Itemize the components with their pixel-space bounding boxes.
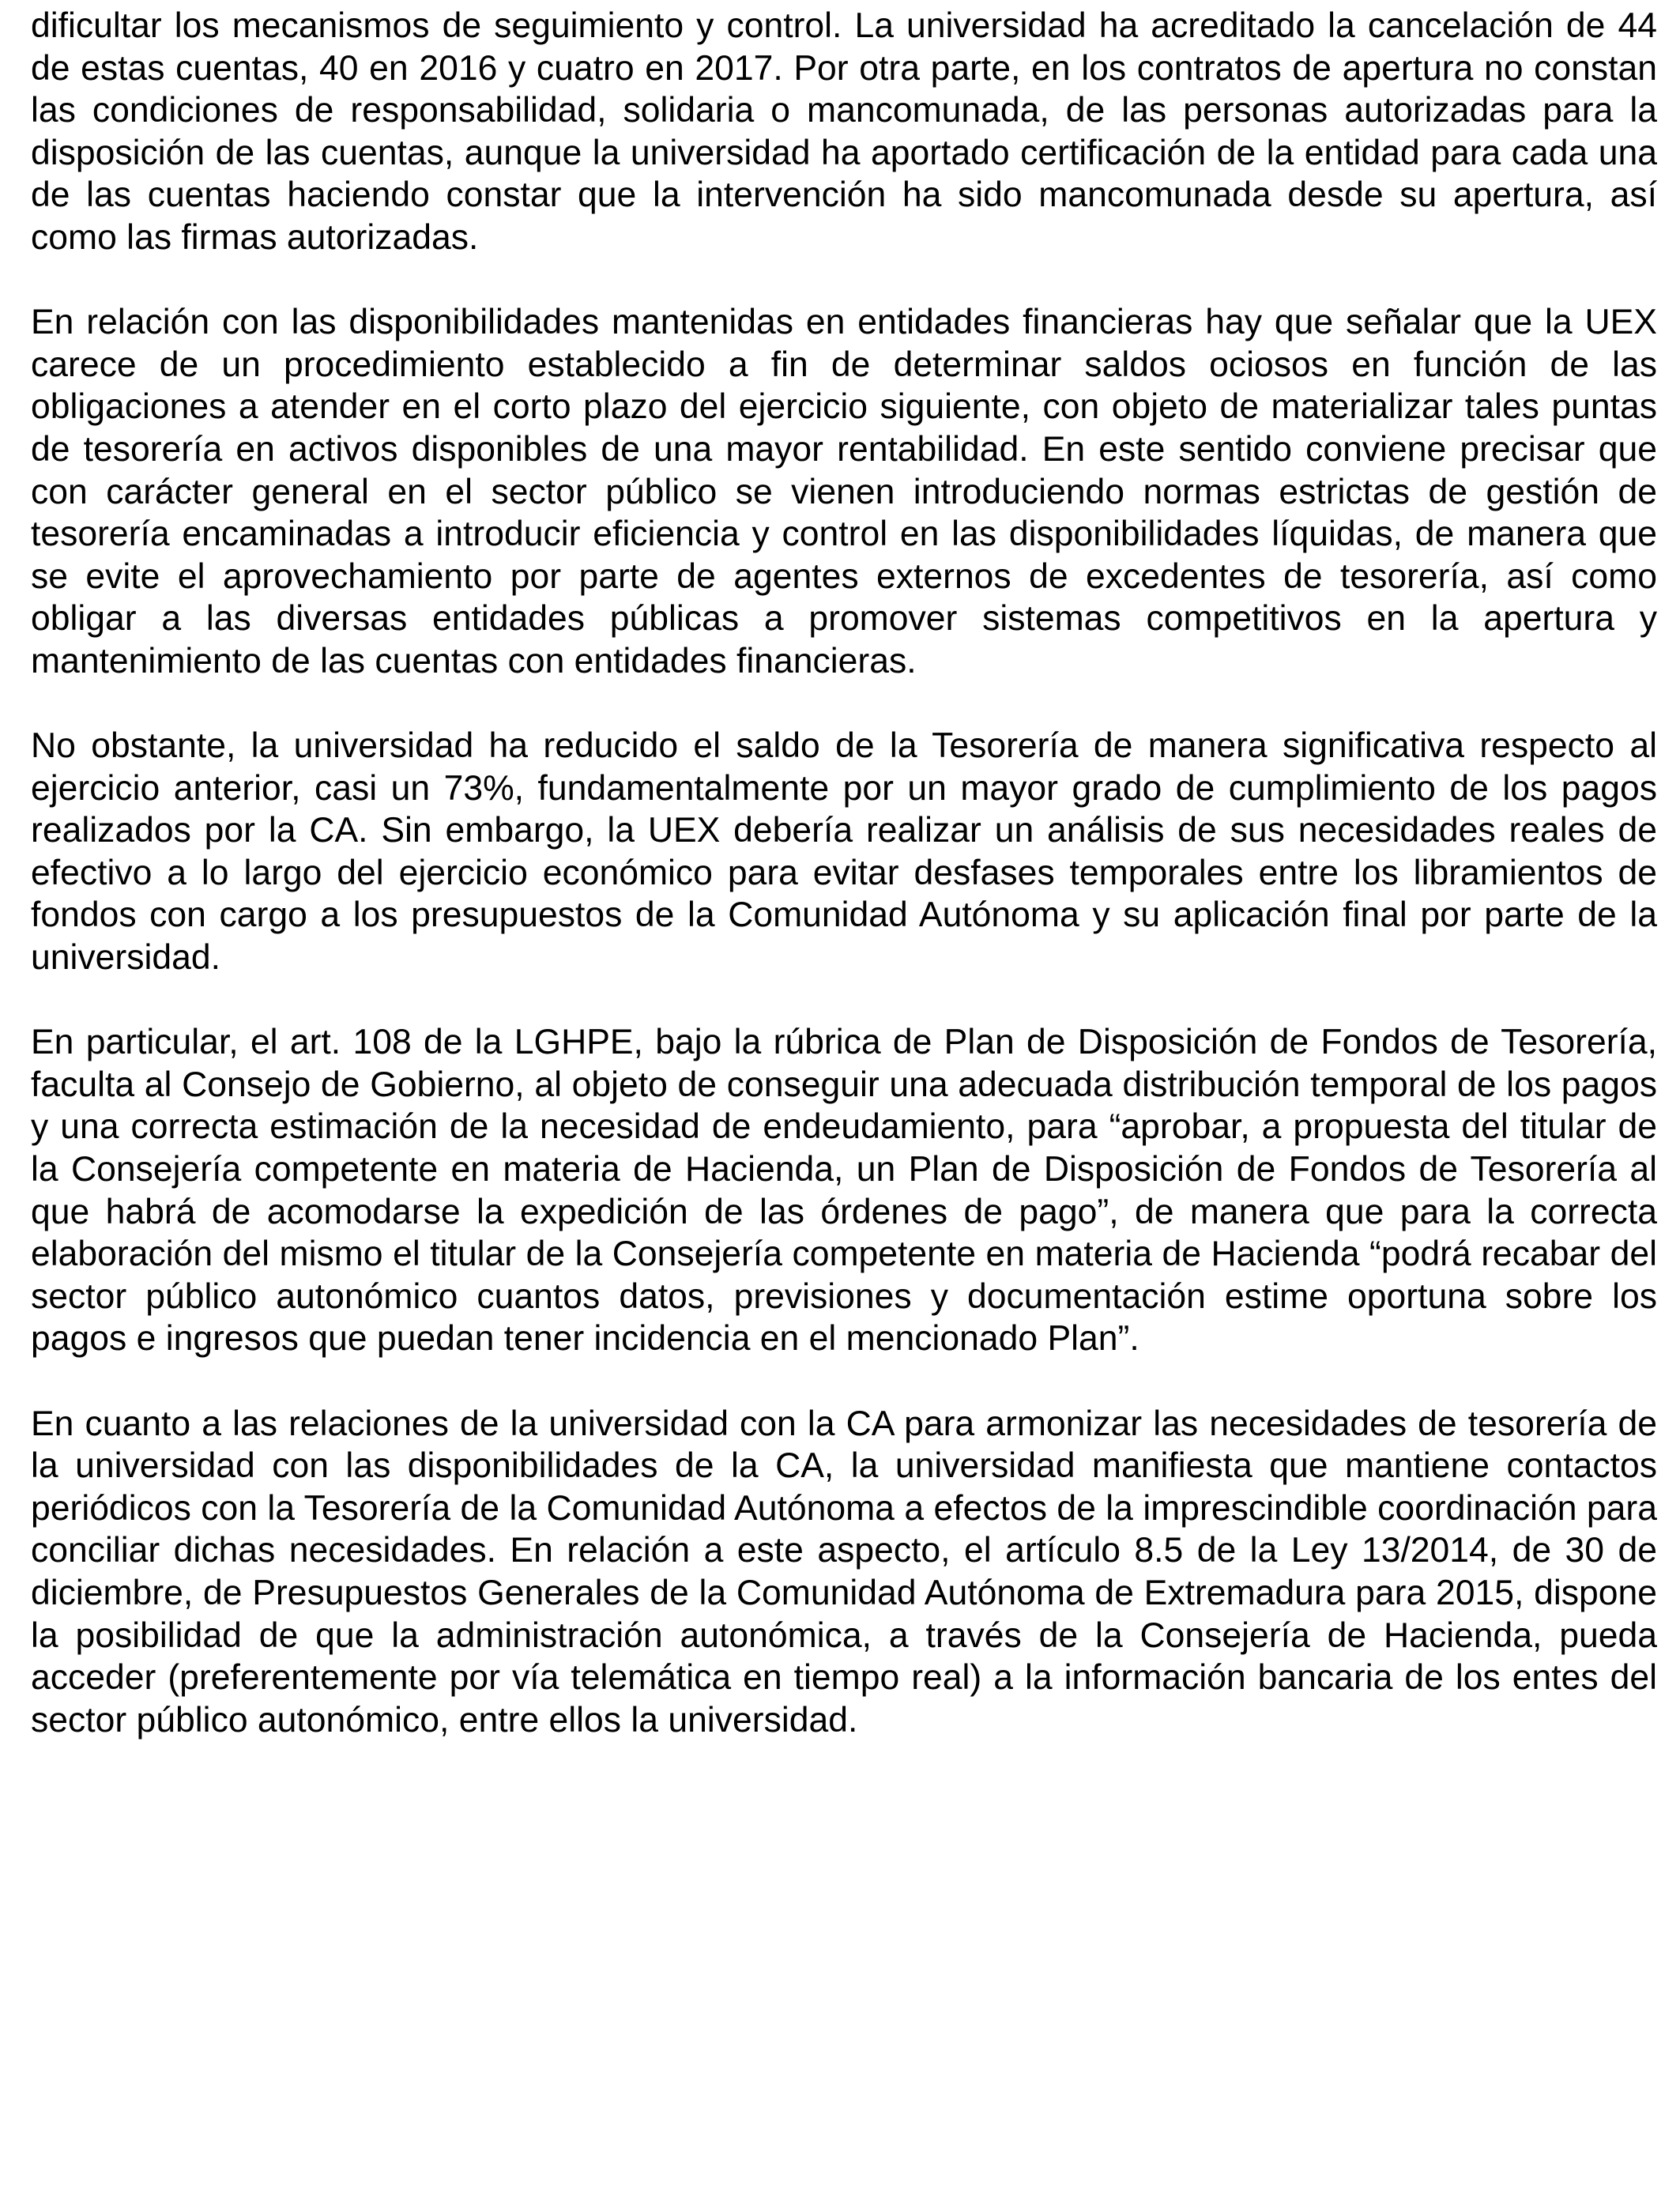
document-page bbox=[31, 5, 1657, 1784]
paragraph-reduccion-tesoreria: No obstante, la universidad ha reducido el saldo de la Tesorería de manera significativa respecto al ejercicio anterior, casi un 73%, fundamentalmente por un mayor grado de cumplimiento de los pagos realizados por la CA. Sin embargo, la UEX debería realizar un análisis de sus necesidades reales de efectivo a lo largo del ejercicio económico para evitar desfases temporales entre los libramientos de fondos con cargo a los presupuestos de la Comunidad Autónoma y su aplicación final por parte de la universidad. bbox=[31, 726, 1657, 978]
paragraph-cancelacion-cuentas: dificultar los mecanismos de seguimiento y control. La universidad ha acreditado la cancelación de 44 de estas cuentas, 40 en 2016 y cuatro en 2017. Por otra parte, en los contratos de apertura no constan las condiciones de responsabilidad, solidaria o mancomunada, de las personas autorizadas para la disposición de las cuentas, aunque la universidad ha aportado certificación de la entidad para cada una de las cuentas haciendo constar que la intervención ha sido mancomunada desde su apertura, así como las firmas autorizadas. bbox=[31, 6, 1657, 257]
paragraph-saldos-ociosos: En relación con las disponibilidades mantenidas en entidades financieras hay que señalar que la UEX carece de un procedimiento establecido a fin de determinar saldos ociosos en función de las obligaciones a atender en el corto plazo del ejercicio siguiente, con objeto de materializar tales puntas de tesorería en activos disponibles de una mayor rentabilidad. En este sentido conviene precisar que con carácter general en el sector público se vienen introduciendo normas estrictas de gestión de tesorería encaminadas a introducir eficiencia y control en las disponibilidades líquidas, de manera que se evite el aprovechamiento por parte de agentes externos de excedentes de tesorería, así como obligar a las diversas entidades públicas a promover sistemas competitivos en la apertura y mantenimiento de las cuentas con entidades financieras. bbox=[31, 303, 1657, 680]
paragraph-relaciones-ca: En cuanto a las relaciones de la universidad con la CA para armonizar las necesidades de tesorería de la universidad con las disponibilidades de la CA, la universidad manifiesta que mantiene contactos periódicos con la Tesorería de la Comunidad Autónoma a efectos de la imprescindible coordinación para conciliar dichas necesidades. En relación a este aspecto, el artículo 8.5 de la Ley 13/2014, de 30 de diciembre, de Presupuestos Generales de la Comunidad Autónoma de Extremadura para 2015, dispone la posibilidad de que la administración autonómica, a través de la Consejería de Hacienda, pueda acceder (preferentemente por vía telemática en tiempo real) a la información bancaria de los entes del sector público autonómico, entre ellos la universidad. bbox=[31, 1404, 1657, 1740]
paragraph-plan-disposicion-fondos: En particular, el art. 108 de la LGHPE, bajo la rúbrica de Plan de Disposición de Fondos de Tesorería, faculta al Consejo de Gobierno, al objeto de conseguir una adecuada distribución temporal de los pagos y una correcta estimación de la necesidad de endeudamiento, para “aprobar, a propuesta del titular de la Consejería competente en materia de Hacienda, un Plan de Disposición de Fondos de Tesorería al que habrá de acomodarse la expedición de las órdenes de pago”, de manera que para la correcta elaboración del mismo el titular de la Consejería competente en materia de Hacienda “podrá recabar del sector público autonómico cuantos datos, previsiones y documentación estime oportuna sobre los pagos e ingresos que puedan tener incidencia en el mencionado Plan”. bbox=[31, 1023, 1657, 1359]
